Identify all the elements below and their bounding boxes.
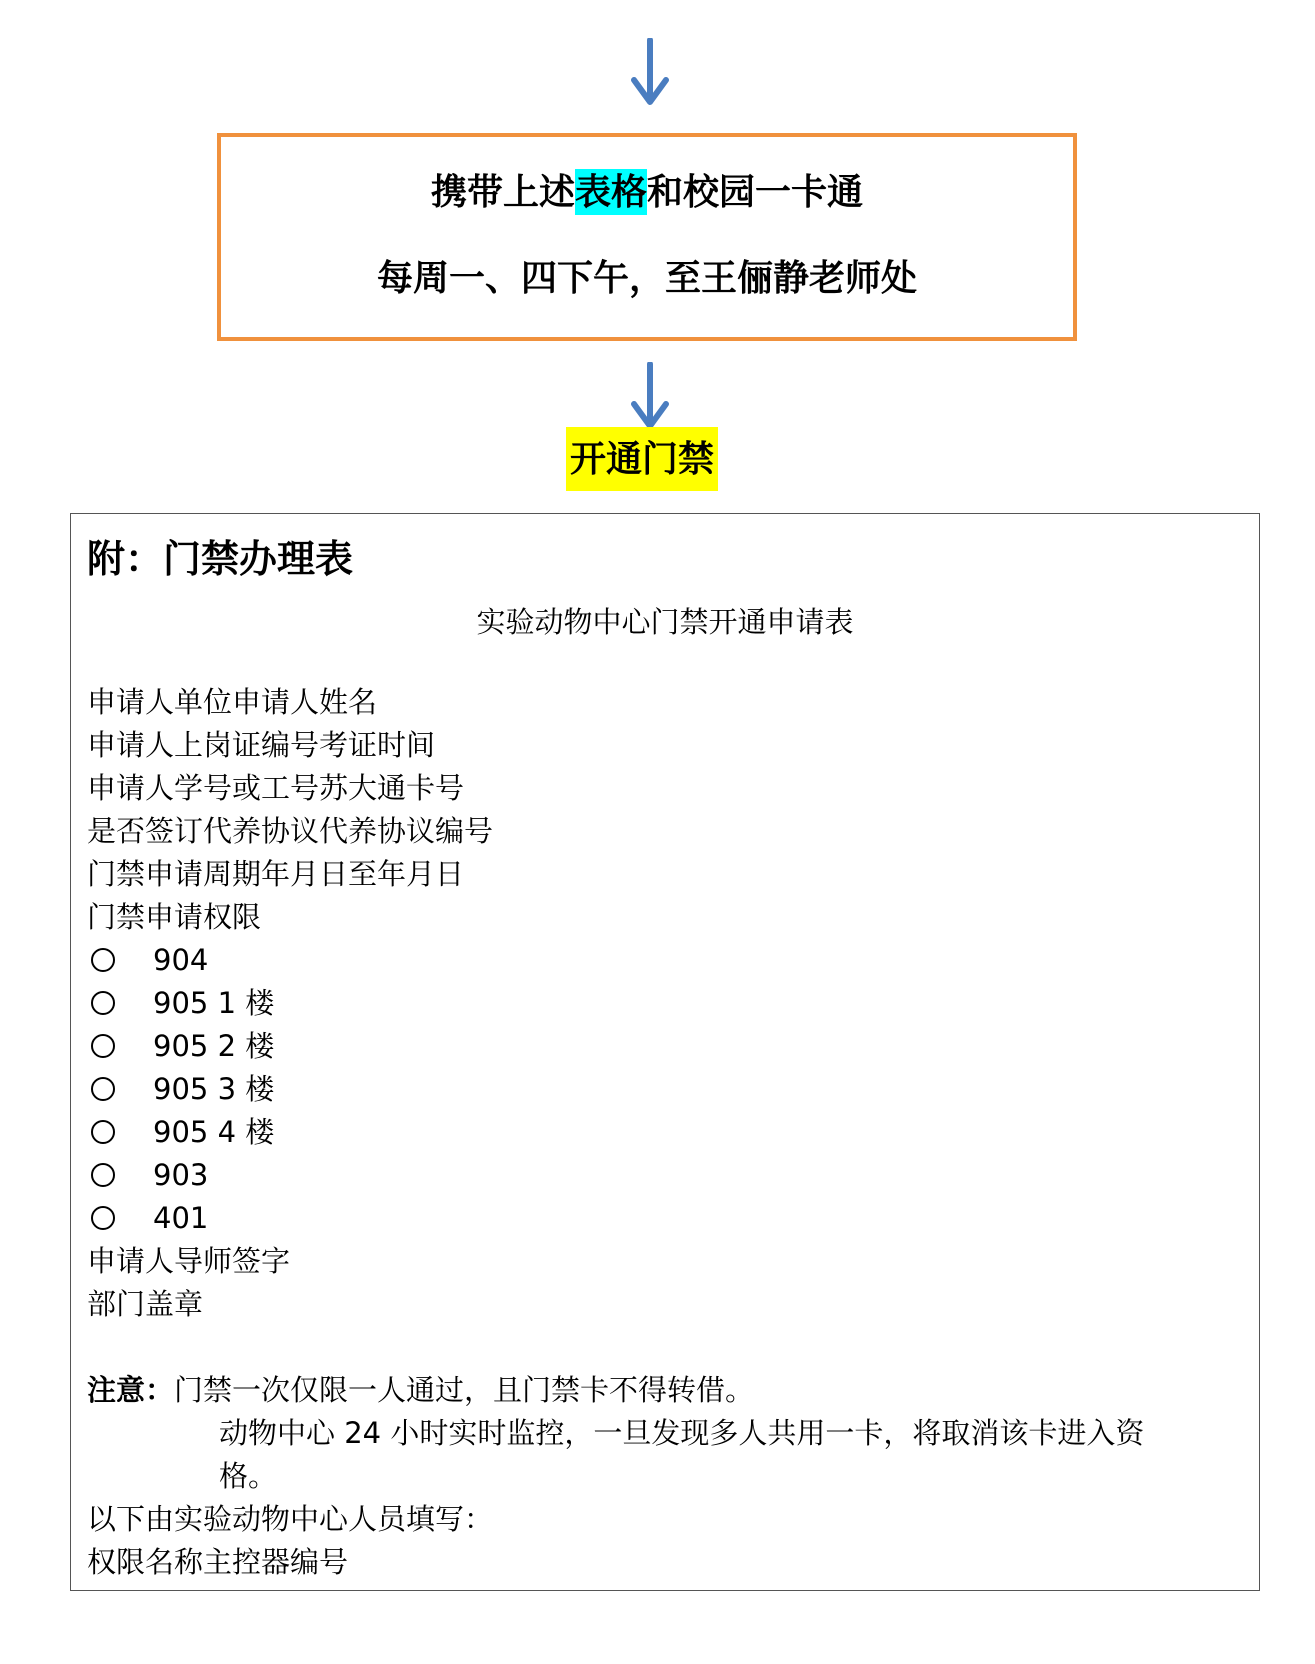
instruction-line-2: 每周一、四下午，至王俪静老师处 — [376, 257, 917, 299]
instruction-line-1: 携带上述表格和校园一卡通 — [430, 171, 864, 213]
option-904[interactable]: 904 — [87, 940, 208, 980]
down-arrow-icon — [628, 362, 672, 432]
option-905-1f[interactable]: 905 1 楼 — [87, 983, 274, 1023]
option-903[interactable]: 903 — [87, 1155, 208, 1195]
field-permission: 门禁申请权限 — [87, 900, 262, 934]
option-905-3f[interactable]: 905 3 楼 — [87, 1069, 274, 1109]
option-905-4f[interactable]: 905 4 楼 — [87, 1112, 274, 1152]
field-student-id-card: 申请人学号或工号苏大通卡号 — [87, 771, 465, 805]
radio-icon[interactable] — [91, 1163, 115, 1187]
result-label: 开通门禁 — [566, 427, 718, 491]
field-applicant-unit-name: 申请人单位申请人姓名 — [87, 685, 378, 719]
note-line-2: 动物中心 24 小时实时监控，一旦发现多人共用一卡，将取消该卡进入资 — [219, 1416, 1145, 1450]
form-heading: 附：门禁办理表 — [87, 536, 354, 581]
radio-icon[interactable] — [91, 1034, 115, 1058]
form-title: 实验动物中心门禁开通申请表 — [476, 605, 854, 639]
field-agreement: 是否签订代养协议代养协议编号 — [87, 814, 494, 848]
note-line-3: 格。 — [219, 1459, 278, 1493]
application-form — [70, 513, 1260, 1591]
radio-icon[interactable] — [91, 1120, 115, 1144]
field-period: 门禁申请周期年月日至年月日 — [87, 857, 465, 891]
option-905-2f[interactable]: 905 2 楼 — [87, 1026, 274, 1066]
radio-icon[interactable] — [91, 1206, 115, 1230]
option-401[interactable]: 401 — [87, 1198, 208, 1238]
highlighted-word: 表格 — [574, 171, 647, 213]
radio-icon[interactable] — [91, 991, 115, 1015]
staff-fields: 权限名称主控器编号 — [87, 1545, 349, 1579]
note-label: 注意： — [87, 1373, 175, 1407]
note-line-1: 注意：门禁一次仅限一人通过，且门禁卡不得转借。 — [87, 1373, 755, 1407]
staff-fill-label: 以下由实验动物中心人员填写： — [87, 1502, 494, 1536]
radio-icon[interactable] — [91, 948, 115, 972]
instruction-box — [217, 133, 1077, 341]
down-arrow-icon — [628, 38, 672, 108]
field-department-stamp: 部门盖章 — [87, 1287, 204, 1321]
radio-icon[interactable] — [91, 1077, 115, 1101]
field-supervisor-signature: 申请人导师签字 — [87, 1244, 291, 1278]
field-certificate: 申请人上岗证编号考证时间 — [87, 728, 436, 762]
